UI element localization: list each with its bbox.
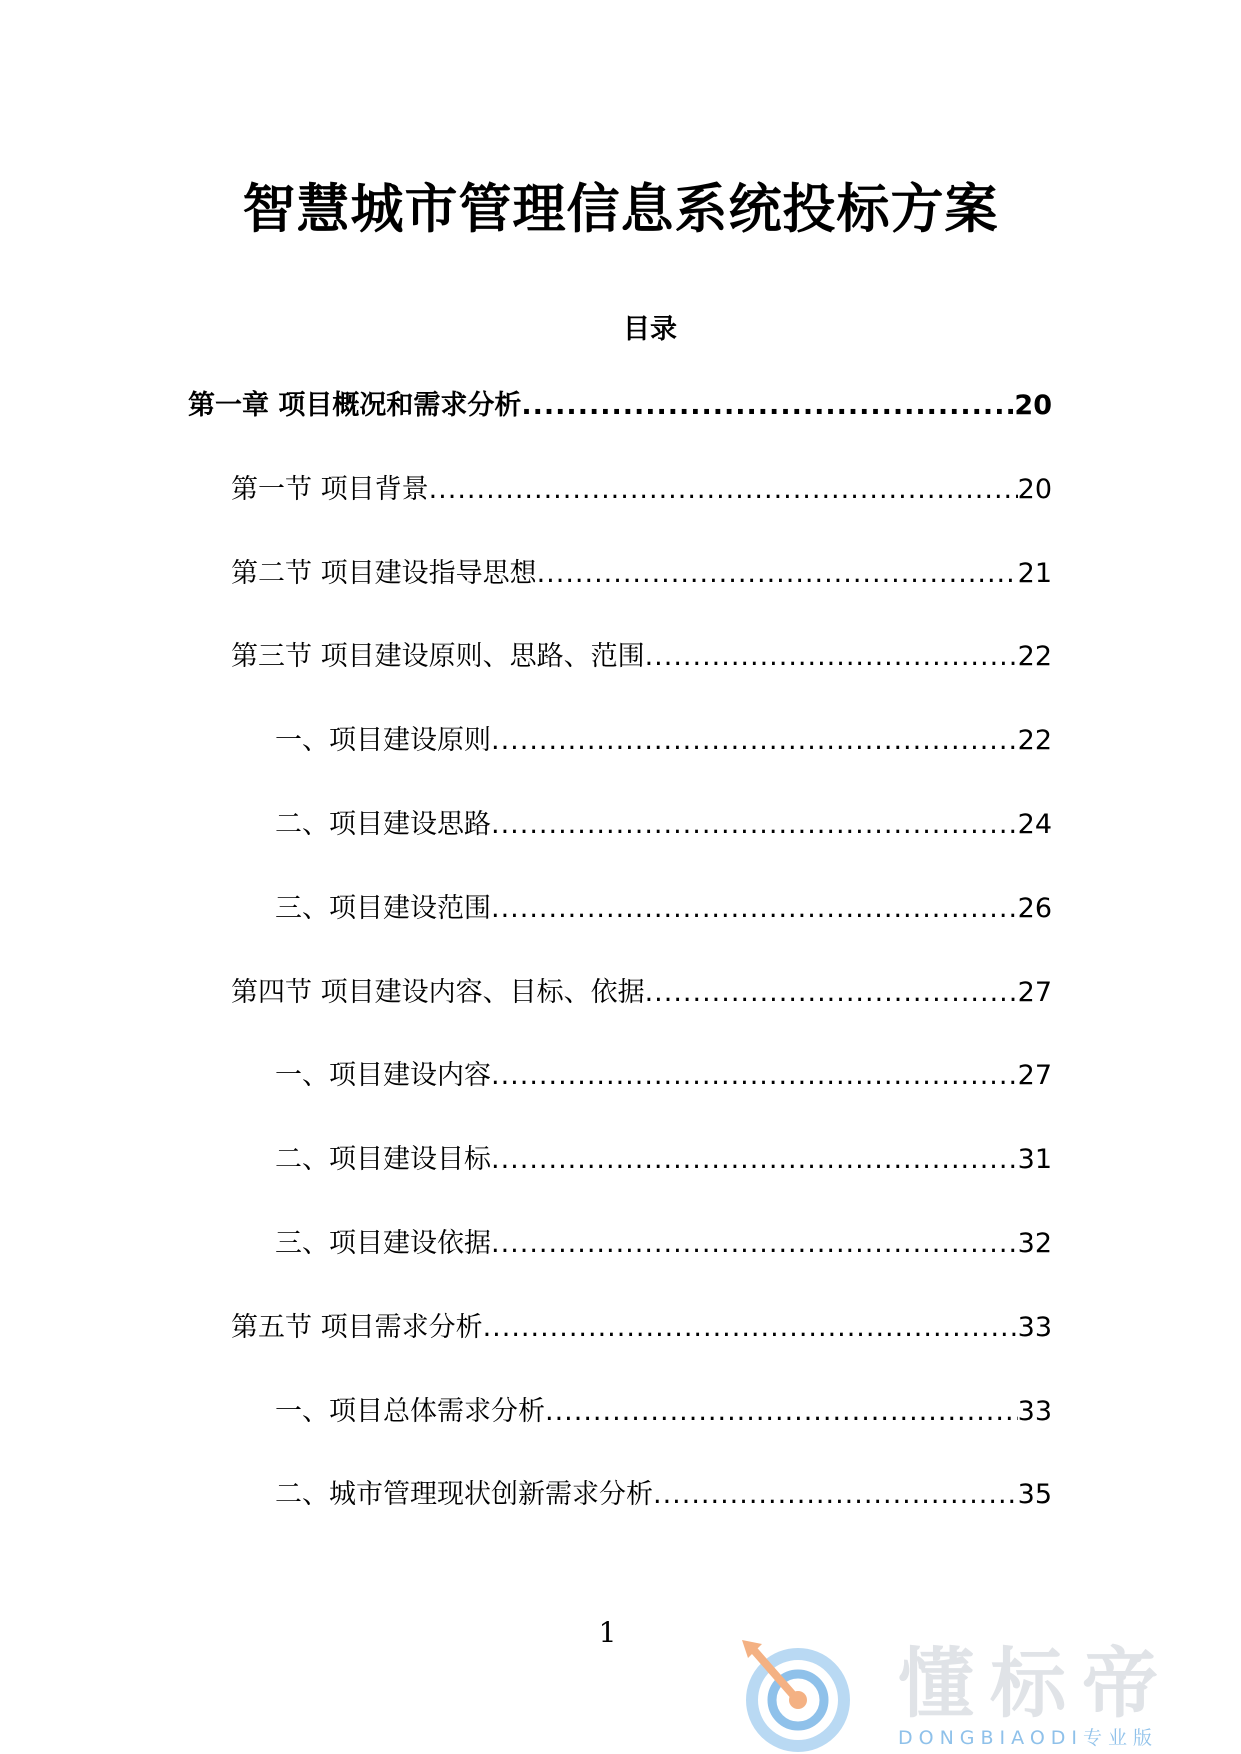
toc-entry[interactable] [231,554,1052,594]
toc-entry[interactable] [275,889,1052,929]
toc-entry[interactable] [275,1475,1052,1515]
toc-entry-page: 22 [1017,641,1052,672]
watermark-brand: 懂标帝 [898,1639,1174,1728]
toc-entry-label: 第五节 项目需求分析 [231,1312,483,1343]
toc-dot-leader [429,470,1018,510]
toc-entry[interactable] [231,637,1052,677]
toc-dot-leader [491,889,1018,929]
toc-dot-leader [645,973,1018,1013]
toc-entry-label: 第三节 项目建设原则、思路、范围 [231,641,645,672]
toc-entry[interactable] [275,1392,1052,1432]
toc-heading: 目录 [623,314,677,345]
toc-entry-page: 32 [1017,1228,1052,1259]
toc-dot-leader [545,1392,1018,1432]
target-arrow-icon [738,1634,858,1754]
toc-entry-label: 三、项目建设依据 [275,1228,491,1259]
toc-entry[interactable] [275,1140,1052,1180]
toc-entry-label: 第四节 项目建设内容、目标、依据 [231,977,645,1008]
toc-entry-page: 21 [1017,558,1052,589]
toc-entry[interactable] [231,470,1052,510]
toc-dot-leader [491,1224,1018,1264]
toc-dot-leader [491,721,1018,761]
toc-entry-label: 二、项目建设目标 [275,1144,491,1175]
toc-entry-page: 27 [1017,977,1052,1008]
page-number: 1 [598,1616,617,1649]
toc-dot-leader [483,1308,1018,1348]
toc-entry-page: 27 [1017,1060,1052,1091]
toc-dot-leader [537,554,1018,594]
toc-entry[interactable] [275,721,1052,761]
toc-entry-page: 33 [1017,1396,1052,1427]
toc-entry-label: 第一章 项目概况和需求分析 [188,390,522,421]
toc-entry[interactable] [188,386,1052,426]
toc-entry[interactable] [275,805,1052,845]
toc-dot-leader [491,1140,1018,1180]
toc-dot-leader [491,1056,1018,1096]
toc-dot-leader [521,386,1014,426]
toc-entry-page: 26 [1017,893,1052,924]
toc-entry-page: 24 [1017,809,1052,840]
toc-entry[interactable] [231,973,1052,1013]
toc-entry-page: 35 [1017,1479,1052,1510]
toc-dot-leader [645,637,1018,677]
toc-entry[interactable] [231,1308,1052,1348]
toc-entry-label: 第二节 项目建设指导思想 [231,558,537,589]
toc-entry-page: 20 [1017,474,1052,505]
toc-entry-label: 一、项目建设内容 [275,1060,491,1091]
toc-entry-page: 33 [1017,1312,1052,1343]
document-title: 智慧城市管理信息系统投标方案 [242,179,999,240]
watermark-subtitle: DONGBIAODI专业版 [898,1727,1159,1749]
toc-entry-label: 二、城市管理现状创新需求分析 [275,1479,653,1510]
toc-entry-label: 二、项目建设思路 [275,809,491,840]
toc-entry-page: 22 [1017,725,1052,756]
watermark [738,1634,1208,1754]
toc-entry[interactable] [275,1056,1052,1096]
toc-entry-label: 第一节 项目背景 [231,474,429,505]
toc-entry-page: 31 [1017,1144,1052,1175]
toc-entry-label: 一、项目总体需求分析 [275,1396,545,1427]
toc-entry-page: 20 [1014,390,1052,421]
toc-entry[interactable] [275,1224,1052,1264]
toc-entry-label: 三、项目建设范围 [275,893,491,924]
toc-dot-leader [653,1475,1018,1515]
toc-dot-leader [491,805,1018,845]
toc-entry-label: 一、项目建设原则 [275,725,491,756]
